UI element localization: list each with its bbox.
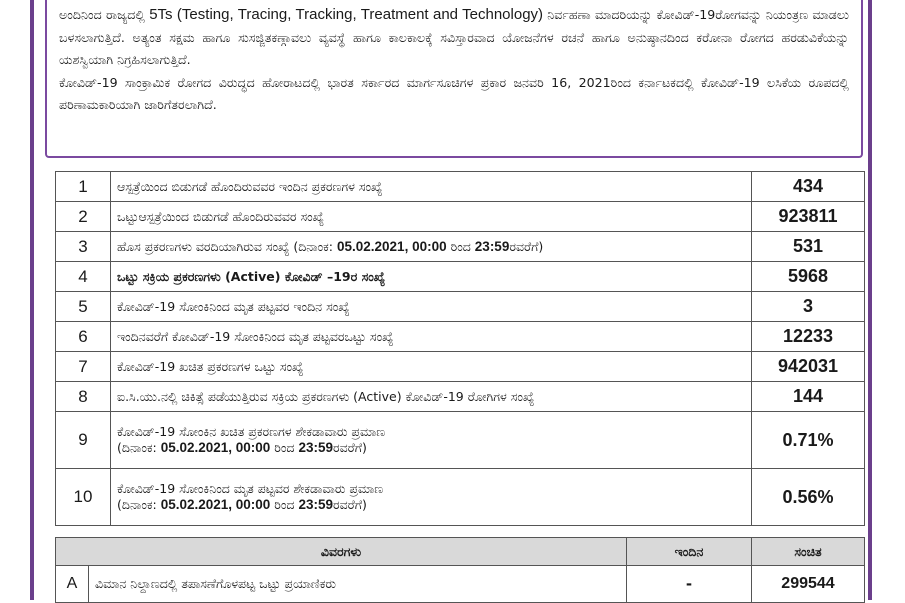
intro-paragraph-1 [59, 4, 849, 72]
intro-text-cont: ನಿರ್ವಹಣಾ ಮಾದರಿಯನ್ನು ಕೋವಿಡ್-19ರೋಗವನ್ನು ನಿಯಂತ್ರಣ ಮಾಡಲು ಬಳಸಲಾಗುತ್ತಿದೆ. ಅತ್ಯಂತ ಸಕ್ಷಮ ಹಾಗೂ ಸುಸಜ್ಜಿತಕಣ್ಗಾವಲು ವ್ಯವಸ್ಥೆ ಹಾಗೂ ಕಾಲಕಾಲಕ್ಕೆ ಸವಿಸ್ತಾರವಾದ ಯೋಜನೆಗಳ ರಚನೆ ಹಾಗೂ ಅನುಷ್ಠಾನದಿಂದ ಕರೋನಾ ರೋಗದ ಹರಡುವಿಕೆಯನ್ನು ಯಶಸ್ವಿಯಾಗಿ ನಿಗ್ರಹಿಸಲಾಗುತ್ತಿದೆ. [59, 7, 849, 67]
header-today: ಇಂದಿನ [627, 538, 752, 566]
row-value: 144 [752, 382, 865, 412]
row-number: 3 [56, 232, 111, 262]
row-number: 8 [56, 382, 111, 412]
row-number: 6 [56, 322, 111, 352]
row-total-value: 299544 [752, 566, 865, 603]
stats-table [55, 171, 865, 526]
row-description: ಕೋವಿಡ್-19 ಖಚಿತ ಪ್ರಕರಣಗಳ ಒಟ್ಟು ಸಂಖ್ಯೆ [111, 352, 752, 382]
table-row [56, 262, 865, 292]
row-value: 434 [752, 172, 865, 202]
summary-header-row [56, 538, 865, 566]
row-today-value: - [627, 566, 752, 603]
summary-table [55, 537, 865, 603]
row-value: 5968 [752, 262, 865, 292]
row-value: 531 [752, 232, 865, 262]
row-number: 10 [56, 469, 111, 526]
row-value: 0.71% [752, 412, 865, 469]
table-row [56, 412, 865, 469]
intro-box [45, 0, 863, 158]
intro-paragraph-2: ಕೋವಿಡ್-19 ಸಾಂಕ್ರಾಮಿಕ ರೋಗದ ವಿರುದ್ಧದ ಹೋರಾಟದಲ್ಲಿ ಭಾರತ ಸರ್ಕಾರದ ಮಾರ್ಗಸೂಚಿಗಳ ಪ್ರಕಾರ ಜನವರಿ 16, 2021ರಿಂದ ಕರ್ನಾಟಕದಲ್ಲಿ ಕೋವಿಡ್-19 ಲಸಿಕೆಯ ರೂಪದಲ್ಲಿ ಪರಿಣಾಮಕಾರಿಯಾಗಿ ಜಾರಿಗೆತರಲಾಗಿದೆ. [59, 74, 849, 112]
row-description: ಐ.ಸಿ.ಯು.ನಲ್ಲಿ ಚಿಕಿತ್ಸೆ ಪಡೆಯುತ್ತಿರುವ ಸಕ್ರಿಯ ಪ್ರಕರಣಗಳು (Active) ಕೋವಿಡ್-19 ರೋಗಿಗಳ ಸಂಖ್ಯೆ [111, 382, 752, 412]
row-value: 942031 [752, 352, 865, 382]
row-description: ಹೊಸ ಪ್ರಕರಣಗಳು ವರದಿಯಾಗಿರುವ ಸಂಖ್ಯೆ (ದಿನಾಂಕ: 05.02.2021, 00:00 ರಿಂದ 23:59ರವರೆಗೆ) [111, 232, 752, 262]
table-row [56, 292, 865, 322]
five-ts-text: 5Ts (Testing, Tracing, Tracking, Treatment and Technology) [149, 6, 544, 23]
row-number: 4 [56, 262, 111, 292]
row-value: 3 [752, 292, 865, 322]
row-description: ಕೋವಿಡ್-19 ಸೋಂಕಿನಿಂದ ಮೃತ ಪಟ್ಟವರ ಶೇಕಡಾವಾರು ಪ್ರಮಾಣ (ದಿನಾಂಕ: 05.02.2021, 00:00 ರಿಂದ 23:59ರವರೆಗೆ) [111, 469, 752, 526]
row-description: ಆಸ್ಪತ್ರೆಯಿಂದ ಬಿಡುಗಡೆ ಹೊಂದಿರುವವರ ಇಂದಿನ ಪ್ರಕರಣಗಳ ಸಂಖ್ಯೆ [111, 172, 752, 202]
intro-text: ಅಂದಿನಿಂದ ರಾಜ್ಯದಲ್ಲಿ [59, 7, 145, 22]
table-row [56, 352, 865, 382]
row-description: ಒಟ್ಟು ಸಕ್ರಿಯ ಪ್ರಕರಣಗಳು (Active) ಕೋವಿಡ್ –19ರ ಸಂಖ್ಯೆ [111, 262, 752, 292]
row-description: ಒಟ್ಟುಆಸ್ಪತ್ರೆಯಿಂದ ಬಿಡುಗಡೆ ಹೊಂದಿರುವವರ ಸಂಖ್ಯೆ [111, 202, 752, 232]
row-description: ಇಂದಿನವರೆಗೆ ಕೋವಿಡ್-19 ಸೋಂಕಿನಿಂದ ಮೃತ ಪಟ್ಟವರಒಟ್ಟು ಸಂಖ್ಯೆ [111, 322, 752, 352]
row-description: ಕೋವಿಡ್-19 ಸೋಂಕಿನ ಖಚಿತ ಪ್ರಕರಣಗಳ ಶೇಕಡಾವಾರು ಪ್ರಮಾಣ (ದಿನಾಂಕ: 05.02.2021, 00:00 ರಿಂದ 23:59ರವರೆಗೆ) [111, 412, 752, 469]
table-row [56, 202, 865, 232]
header-cumulative: ಸಂಚಿತ [752, 538, 865, 566]
row-description: ಕೋವಿಡ್-19 ಸೋಂಕಿನಿಂದ ಮೃತ ಪಟ್ಟವರ ಇಂದಿನ ಸಂಖ್ಯೆ [111, 292, 752, 322]
header-details: ವಿವರಗಳು [56, 538, 627, 566]
table-row [56, 566, 865, 603]
table-row [56, 232, 865, 262]
row-label: A [56, 566, 89, 603]
row-value: 923811 [752, 202, 865, 232]
row-value: 0.56% [752, 469, 865, 526]
row-description: ವಿಮಾನ ನಿಲ್ದಾಣದಲ್ಲಿ ತಪಾಸಣೆಗೊಳಪಟ್ಟ ಒಟ್ಟು ಪ್ರಯಾಣಿಕರು [89, 566, 627, 603]
table-row [56, 382, 865, 412]
row-number: 2 [56, 202, 111, 232]
table-row [56, 322, 865, 352]
row-number: 9 [56, 412, 111, 469]
table-row [56, 172, 865, 202]
row-number: 1 [56, 172, 111, 202]
row-number: 5 [56, 292, 111, 322]
row-number: 7 [56, 352, 111, 382]
table-row [56, 469, 865, 526]
row-value: 12233 [752, 322, 865, 352]
